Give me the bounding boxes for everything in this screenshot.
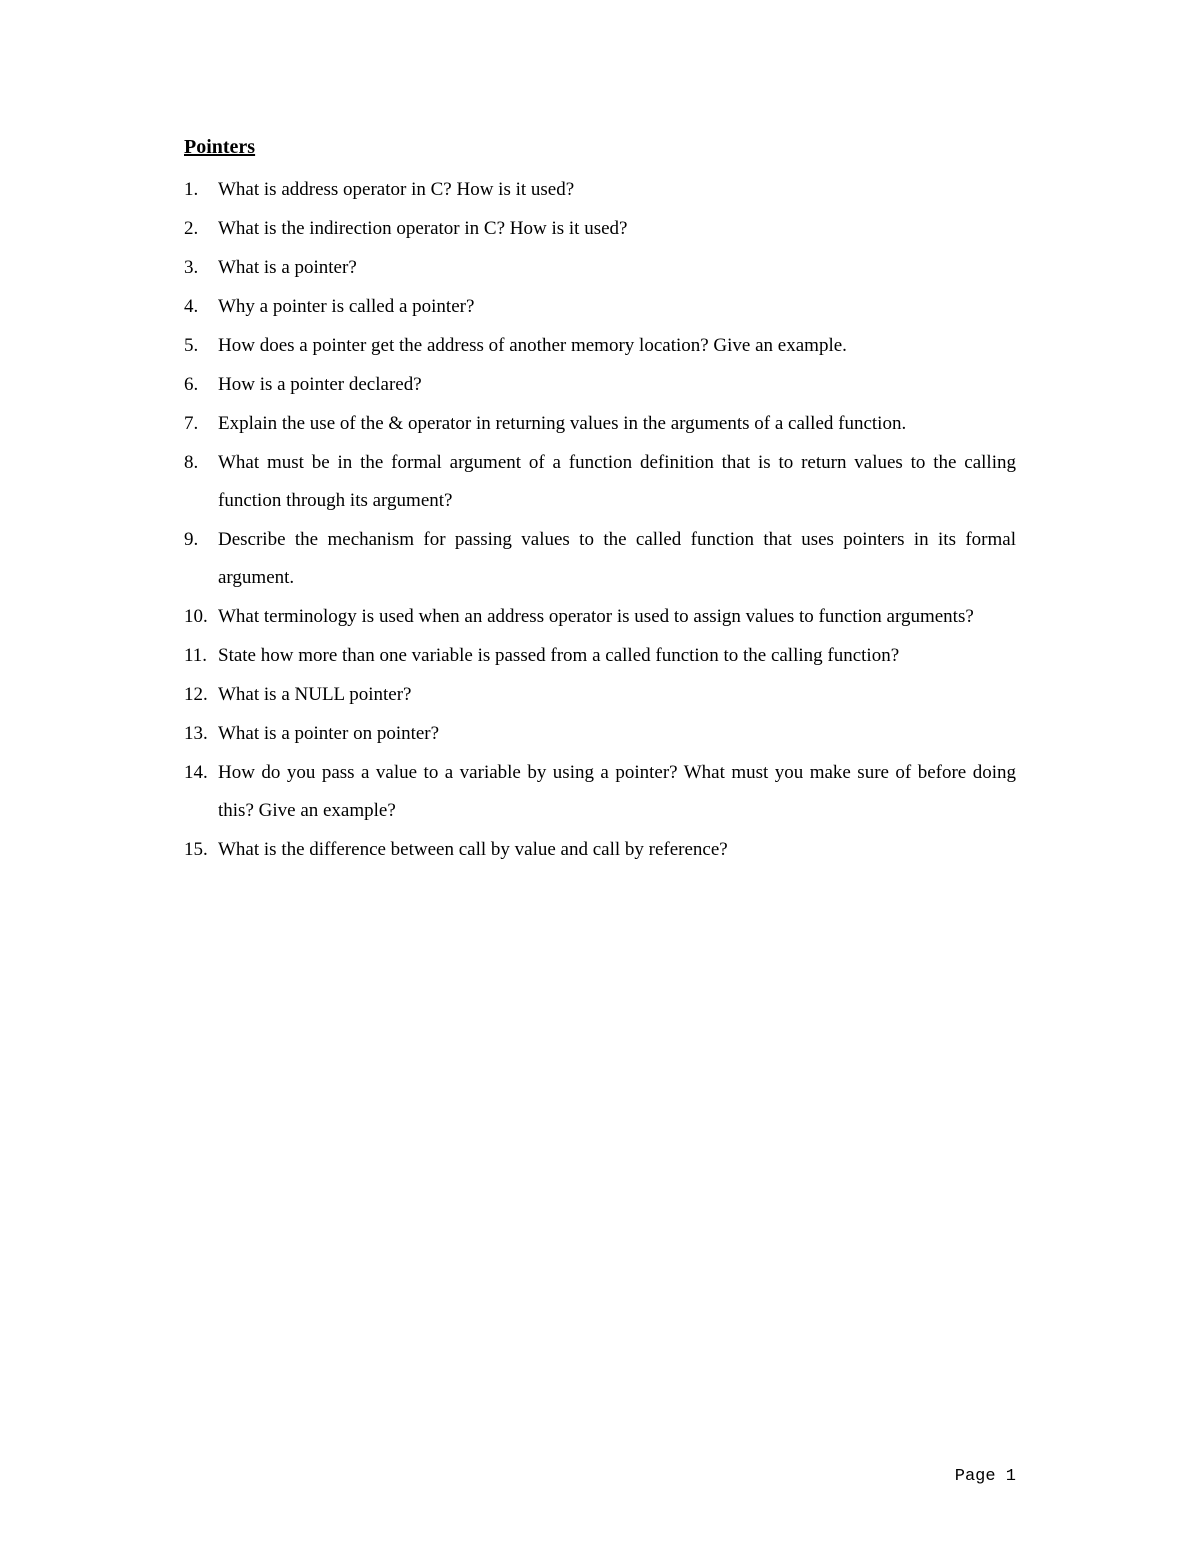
- question-text: Why a pointer is called a pointer?: [218, 296, 475, 317]
- question-number: 3.: [184, 257, 199, 278]
- question-text: What is address operator in C? How is it used?: [218, 179, 575, 200]
- question-number: 9.: [184, 529, 199, 550]
- question-text: Explain the use of the & operator in returning values in the arguments of a called function.: [218, 413, 907, 434]
- list-item: [184, 521, 1016, 597]
- list-item: [184, 676, 1016, 714]
- question-list: [184, 171, 1016, 869]
- question-number: 2.: [184, 218, 199, 239]
- list-item: [184, 210, 1016, 248]
- list-item: [184, 637, 1016, 675]
- list-item: [184, 288, 1016, 326]
- question-text: How do you pass a value to a variable by using a pointer? What must you make sure of before doing this? Give an example?: [218, 762, 1016, 821]
- list-item: [184, 754, 1016, 830]
- list-item: [184, 598, 1016, 636]
- question-number: 8.: [184, 452, 199, 473]
- question-text: Describe the mechanism for passing values to the called function that uses pointers in its formal argument.: [218, 529, 1016, 588]
- question-text: What is the difference between call by value and call by reference?: [218, 839, 728, 860]
- list-item: [184, 405, 1016, 443]
- question-text: What is a pointer?: [218, 257, 357, 278]
- question-text: How does a pointer get the address of another memory location? Give an example.: [218, 335, 847, 356]
- question-number: 4.: [184, 296, 199, 317]
- section-heading: Pointers: [184, 136, 256, 158]
- list-item: [184, 715, 1016, 753]
- question-text: What terminology is used when an address operator is used to assign values to function arguments?: [218, 606, 974, 627]
- question-number: 15.: [184, 839, 208, 860]
- list-item: [184, 831, 1016, 869]
- list-item: [184, 249, 1016, 287]
- question-text: What must be in the formal argument of a function definition that is to return values to the calling function through its argument?: [218, 452, 1016, 511]
- question-text: What is a NULL pointer?: [218, 684, 412, 705]
- question-text: What is the indirection operator in C? How is it used?: [218, 218, 628, 239]
- document-content: [184, 133, 1016, 870]
- question-number: 1.: [184, 179, 199, 200]
- question-number: 14.: [184, 762, 208, 783]
- question-text: How is a pointer declared?: [218, 374, 422, 395]
- list-item: [184, 327, 1016, 365]
- list-item: [184, 444, 1016, 520]
- question-number: 5.: [184, 335, 199, 356]
- list-item: [184, 171, 1016, 209]
- question-number: 11.: [184, 645, 208, 666]
- question-number: 12.: [184, 684, 208, 705]
- question-number: 10.: [184, 606, 208, 627]
- page-number-footer: Page 1: [954, 1467, 1016, 1486]
- question-text: State how more than one variable is passed from a called function to the calling function?: [218, 645, 900, 666]
- question-number: 7.: [184, 413, 199, 434]
- question-number: 13.: [184, 723, 208, 744]
- question-number: 6.: [184, 374, 199, 395]
- question-text: What is a pointer on pointer?: [218, 723, 440, 744]
- list-item: [184, 366, 1016, 404]
